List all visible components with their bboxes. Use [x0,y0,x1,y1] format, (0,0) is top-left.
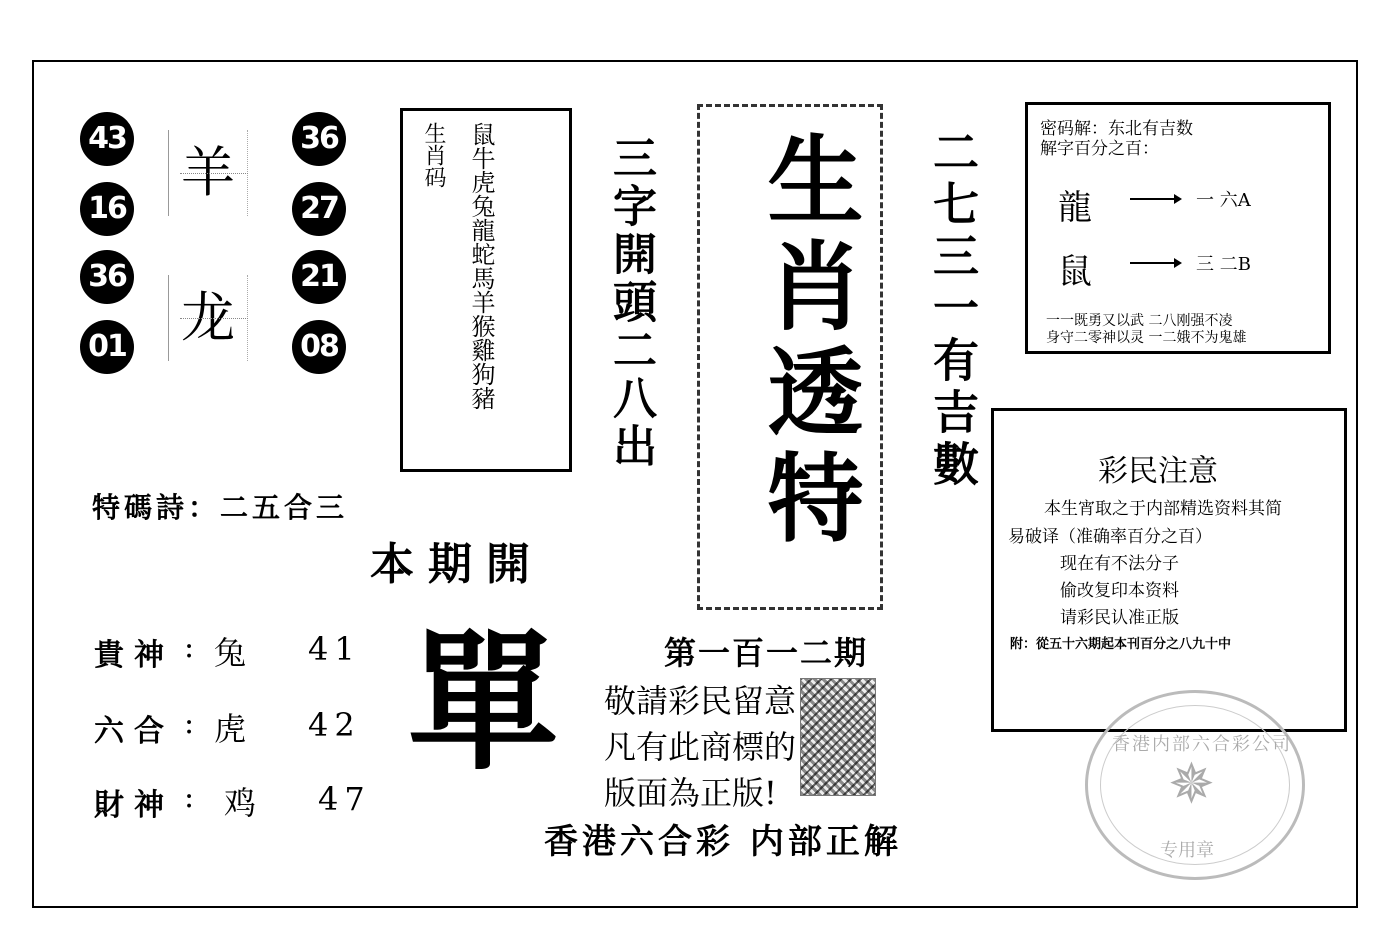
god-animal: 鸡 [224,784,257,822]
trademark-image [800,678,876,796]
grid-char-top: 羊 [168,130,248,216]
zodiac-list: 鼠牛虎兔龍蛇馬羊猴雞狗豬 [467,122,495,410]
number-ball: 27 [292,182,346,236]
stamp-bottom-text: 专用章 [1160,840,1214,861]
cipher-line2: 解字百分之百： [1040,139,1159,159]
vertical-left-title: 三字開頭二八出 [605,135,656,471]
cipher-char: 龍 [1058,188,1092,228]
number-ball: 43 [80,112,134,166]
stamp-ring-text: 香港内部六合彩公司 [1112,734,1292,755]
attention-line: 敬請彩民留意 [604,682,797,720]
god-sep: : [184,706,195,741]
attention-line: 凡有此商標的 [604,728,797,766]
open-text: 本期開 [370,539,544,590]
notice-line: 本生宵取之于内部精选资料其简 [1044,499,1282,519]
number-ball: 01 [80,320,134,374]
zodiac-code-label: 生肖码 [421,122,446,188]
god-label: 六合 [94,714,174,749]
arrow-icon [1130,262,1180,264]
cipher-poem1: 一一既勇又以武 二八刚强不凌 [1046,313,1233,329]
arrow-icon [1130,198,1180,200]
vertical-right-title: 二七三一有吉數 [926,128,980,492]
cipher-result: 一 六A [1196,190,1251,211]
notice-line: 偷改复印本资料 [1060,581,1179,601]
number-ball: 16 [80,182,134,236]
number-ball: 08 [292,320,346,374]
cipher-line1: 密码解：东北有吉数 [1040,119,1193,139]
god-sep: : [184,630,195,665]
star-icon: ✵ [1168,752,1215,817]
notice-line: 现在有不法分子 [1060,554,1179,574]
notice-footnote: 附：從五十六期起本刊百分之八九十中 [1010,637,1232,652]
god-label: 財神 [94,788,174,823]
footer-title: 香港六合彩 内部正解 [544,822,902,862]
god-sep: : [184,780,195,815]
god-number: 42 [308,706,361,744]
number-ball: 36 [80,250,134,304]
grid-char-bottom: 龙 [168,275,248,361]
god-animal: 兔 [214,634,247,672]
notice-title: 彩民注意 [1098,454,1218,489]
cipher-result: 三 二B [1196,254,1251,275]
god-number: 47 [318,780,371,818]
special-poem: 特碼詩：二五合三 [92,491,349,524]
center-title: 生肖透特 [752,130,865,554]
notice-line: 请彩民认准正版 [1060,608,1179,628]
cipher-poem2: 身守二零神以灵 一二娥不为鬼雄 [1046,330,1247,346]
god-animal: 虎 [214,710,247,748]
cipher-char: 鼠 [1058,252,1092,292]
number-ball: 36 [292,112,346,166]
notice-line: 易破译（准确率百分之百） [1008,527,1212,547]
god-number: 41 [308,630,361,668]
god-label: 貴神 [94,638,174,673]
issue-number: 第一百一二期 [664,634,869,672]
number-ball: 21 [292,250,346,304]
big-char: 單 [408,615,559,791]
attention-line: 版面為正版! [604,774,777,812]
